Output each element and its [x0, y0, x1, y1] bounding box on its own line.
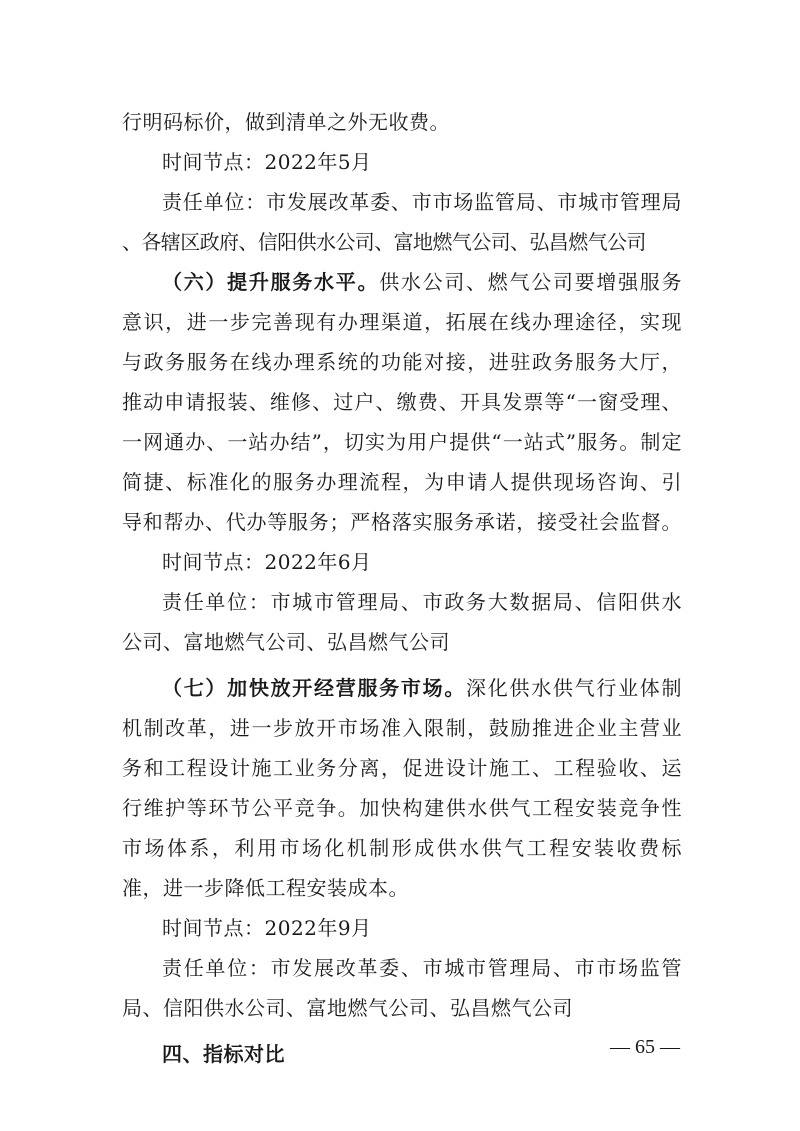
section-6-first-text: 供水公司、燃气公司要增强服务 [379, 270, 683, 294]
responsible-units-cont: 局、信阳供水公司、富地燃气公司、弘昌燃气公司 [122, 996, 573, 1020]
section-4-heading: 四、指标对比 [162, 1042, 285, 1066]
text-line: 意识，进一步完善现有办理渠道，拓展在线办理途径，实现 [122, 310, 682, 334]
time-node: 时间节点：2022年6月 [162, 550, 372, 574]
text-line: 推动申请报装、维修、过户、缴费、开具发票等“一窗受理、 [122, 390, 682, 414]
text-line: 一网通办、一站办结”，切实为用户提供“一站式”服务。制定 [122, 430, 682, 454]
page-number: — 65 — [610, 1036, 680, 1058]
responsible-units: 责任单位：市城市管理局、市政务大数据局、信阳供水 [162, 590, 682, 614]
section-6-first-line [122, 262, 682, 302]
text-line: 行明码标价，做到清单之外无收费。 [122, 110, 450, 134]
text-line: 准，进一步降低工程安装成本。 [122, 876, 409, 900]
responsible-units-cont: 公司、富地燃气公司、弘昌燃气公司 [122, 630, 450, 654]
document-body [122, 102, 682, 1074]
text-line: 市场体系，利用市场化机制形成供水供气工程安装收费标 [122, 836, 682, 860]
responsible-units: 责任单位：市发展改革委、市市场监管局、市城市管理局 [162, 190, 682, 214]
responsible-units: 责任单位：市发展改革委、市城市管理局、市市场监管 [162, 956, 682, 980]
section-7-first-text: 深化供水供气行业体制 [466, 676, 683, 700]
text-line: 机制改革，进一步放开市场准入限制，鼓励推进企业主营业 [122, 716, 682, 740]
text-line: 与政务服务在线办理系统的功能对接，进驻政务服务大厅， [122, 350, 682, 374]
section-7-heading: （七）加快放开经营服务市场。 [162, 676, 467, 700]
text-line: 导和帮办、代办等服务；严格落实服务承诺，接受社会监督。 [122, 510, 682, 534]
section-6-heading: （六）提升服务水平。 [162, 270, 380, 294]
text-line: 行维护等环节公平竞争。加快构建供水供气工程安装竞争性 [122, 796, 682, 820]
time-node: 时间节点：2022年9月 [162, 916, 372, 940]
text-line: 务和工程设计施工业务分离，促进设计施工、工程验收、运 [122, 756, 682, 780]
responsible-units-cont: 、各辖区政府、信阳供水公司、富地燃气公司、弘昌燃气公司 [122, 230, 646, 254]
time-node: 时间节点：2022年5月 [162, 150, 372, 174]
text-line: 简捷、标准化的服务办理流程，为申请人提供现场咨询、引 [122, 470, 682, 494]
section-7-first-line [122, 668, 682, 708]
